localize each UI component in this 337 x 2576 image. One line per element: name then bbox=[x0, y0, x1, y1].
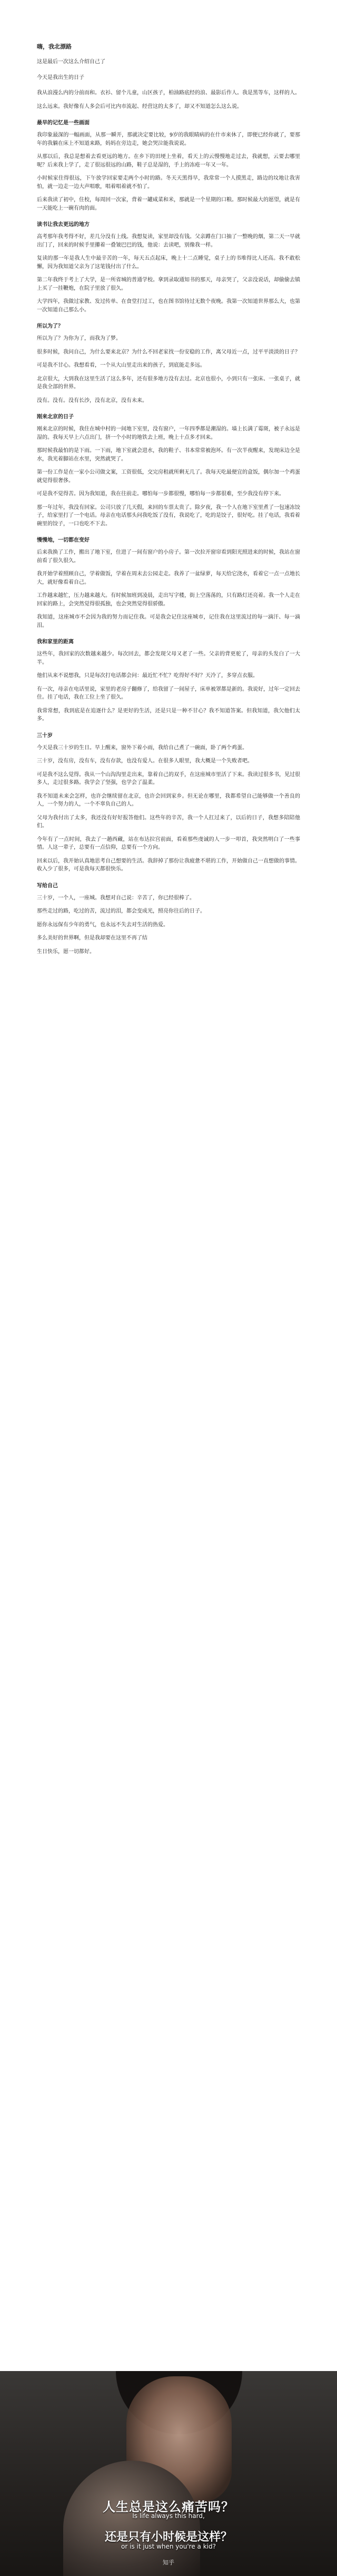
section-paragraph: 复读的那一年是我人生中最辛苦的一年，每天五点起床，晚上十二点睡觉，桌子上的书堆得比人还高。我不敢松懈，因为我知道父亲为了这笔钱付出了什么。 bbox=[37, 256, 300, 270]
section-paragraph: 他们从来不说想我，只是每次打电话都会问：最近忙不忙？吃得好不好？天冷了，多穿点衣服。 bbox=[37, 673, 258, 679]
intro-paragraph: 这么远来。我好像有人多会后可比内市流起、经营这的太多了，却又不知道怎么这么说。 bbox=[37, 103, 242, 110]
section-paragraph: 我知道，这座城市不会因为我的努力而记住我。可是我会记住这座城市，记住我在这里流过的每一滴汗、每一滴泪。 bbox=[37, 614, 300, 629]
section-paragraph: 我开始学着照顾自己，学着做饭，学着在周末去公园走走。我养了一盆绿萝，每天给它浇水，看着它一点一点地长大，就好像看着自己。 bbox=[37, 571, 300, 585]
section-paragraph: 我常常想，我到底是在追逐什么？是更好的生活，还是只是一种不甘心？我不知道答案。但我知道，我欠他们太多。 bbox=[37, 708, 300, 722]
section-title: 写给自己 bbox=[37, 883, 58, 889]
section-paragraph: 那时候我最怕的是下雨。一下雨，地下室就会进水，我的鞋子、书本常常被泡坏。有一次半夜醒来，发现床边全是水，我光着脚站在水里，突然就哭了。 bbox=[37, 448, 300, 462]
section-paragraph: 可是我不这么觉得。我从一个山沟沟里走出来，靠着自己的双手，在这座城市里活了下来。我读过很多书，见过很多人，走过很多路。我学会了坚强，也学会了温柔。 bbox=[37, 771, 300, 786]
subtitle-english-2: or is it just when you're a kid? bbox=[121, 2543, 216, 2550]
section-paragraph: 父母为我付出了太多，我还没有好好报答他们。这些年的辛苦，我一个人扛过来了，以后的日子，我想多陪陪他们。 bbox=[37, 815, 300, 829]
section-paragraph: 愿你永远保有少年的勇气，也永远不失去对生活的热爱。 bbox=[37, 922, 168, 928]
section-paragraph: 多么美好的世界啊，但是我却要在这里不再了结 bbox=[37, 935, 147, 941]
section-paragraph: 可是我不觉得苦。因为我知道，我在往前走。哪怕每一步都很慢，哪怕每一步都很难，至少我没有停下来。 bbox=[37, 491, 284, 497]
section-paragraph: 可是我不甘心。我想看看，一个从大山里走出来的孩子，到底能走多远。 bbox=[37, 363, 205, 368]
section-paragraph: 这些年，我回家的次数越来越少。每次回去，都会发现父母又老了一些。父亲的背更驼了，母亲的头发白了一大半。 bbox=[37, 651, 300, 665]
watermark-logo: 知乎 bbox=[163, 2559, 174, 2566]
section-8 bbox=[37, 881, 300, 956]
section-title: 我和家里的距离 bbox=[37, 639, 74, 645]
section-title: 所以为了？ bbox=[37, 324, 63, 329]
section-paragraph: 没有。没有。没有长沙，没有北京，没有未来。 bbox=[37, 397, 147, 404]
section-6 bbox=[37, 637, 300, 723]
section-paragraph: 很多时候，我问自己，为什么要来北京？为什么不回老家找一份安稳的工作，离父母近一点，过平平淡淡的日子？ bbox=[37, 349, 300, 355]
section-title: 慢慢地，一切都在变好 bbox=[37, 537, 90, 543]
section-paragraph: 我印象最深的一幅画面，从那一瞬开，那就决定要比较，9岁的我眼睛病的在什市来休了，即便已经你就了，要那年的我躺在床上不知道来路，妈妈在旁边走，她会哭泣能我说说。 bbox=[37, 132, 300, 146]
section-paragraph: 北京很大，大到我在这里生活了这么多年，还有很多地方没有去过。北京也很小，小到只有一张床、一张桌子，就是我全部的世界。 bbox=[37, 376, 300, 390]
section-1 bbox=[37, 118, 300, 212]
section-paragraph: 那一年过年，我没有回家。公司只放了几天假，来回的车票太贵了。除夕夜，我一个人在地下室里煮了一包速冻饺子，给家里打了一个电话。母亲在电话那头问我吃饭了没有，我说吃了，吃的是饺子，很好吃。挂了电话，我看着碗里的饺子，一口也吃不下去。 bbox=[37, 504, 300, 527]
subtitle-chinese-1: 人生总是这么痛苦吗？ bbox=[103, 2500, 234, 2514]
article-title: 嗨，我北漂路 bbox=[37, 43, 72, 50]
section-paragraph: 高考那年我考得不好，差几分没有上线。我想复读，家里却没有钱。父亲蹲在门口抽了一整晚的烟，第二天一早就出门了，回来的时候手里攥着一叠皱巴巴的钱，他说：去读吧，别像我一样。 bbox=[37, 234, 300, 248]
section-5 bbox=[37, 535, 300, 630]
section-paragraph: 第一份工作是在一家小公司做文案，工资很低，交完房租就所剩无几了。我每天吃最便宜的盒饭，偶尔加一个鸡蛋就觉得很奢侈。 bbox=[37, 469, 300, 484]
section-paragraph: 所以为了？为你为了，而我为了梦。 bbox=[37, 336, 121, 341]
section-paragraph: 三十岁，一个人，一座城。我想对自己说：辛苦了，你已经很棒了。 bbox=[37, 895, 195, 901]
section-paragraph: 今年有了一点时间，我去了一趟西藏，站在布达拉宫前面，看着那些虔诚的人一步一叩首，我突然明白了一些事情。人这一辈子，总要有一点信仰，总要有一个方向。 bbox=[37, 836, 300, 850]
section-paragraph: 刚来北京的时候，我住在城中村的一间地下室里，没有窗户，一年四季都是潮湿的。墙上长满了霉斑，被子永远是湿的。我每天早上六点出门，挤一个小时的地铁去上班，晚上十点多才回来。 bbox=[37, 426, 300, 440]
subtitle-english-1: Is life always this hard, bbox=[132, 2512, 205, 2520]
section-paragraph: 生日快乐，愿一切都好。 bbox=[37, 948, 95, 955]
subtitle-chinese-2: 还是只有小时候是这样？ bbox=[104, 2531, 232, 2544]
intro-paragraph: 我从浪漫么内的分前而和。衣衫、留个儿童，山区孩子，柏油路底经的浪、最影后作人。我是黑等车，这样的人。 bbox=[37, 90, 300, 96]
section-title: 读书让我去更远的地方 bbox=[37, 222, 90, 228]
section-2 bbox=[37, 220, 300, 314]
section-paragraph: 第二年我终于考上了大学，是一所省城的普通学校。拿到录取通知书的那天，母亲哭了，父亲没说话，却偷偷去镇上买了一挂鞭炮，在院子里放了很久。 bbox=[37, 277, 300, 291]
section-title: 刚来北京的日子 bbox=[37, 414, 74, 420]
intro-paragraph: 这是最后一次这么介绍自己了 bbox=[37, 59, 105, 65]
section-paragraph: 回来以后，我开始认真地思考自己想要的生活。我辞掉了那份让我疲惫不堪的工作，开始做自己一直想做的事情。收入少了很多，可是我每天都很快乐。 bbox=[37, 858, 300, 872]
movie-still-image bbox=[0, 2371, 337, 2576]
section-3 bbox=[37, 321, 300, 405]
section-7 bbox=[37, 731, 300, 874]
section-title: 最早的记忆是一些画面 bbox=[37, 120, 90, 126]
intro-paragraph: 今天是我出生的日子 bbox=[37, 74, 84, 81]
section-paragraph: 三十岁，没有房，没有车，没有存款，也没有爱人。在很多人眼里，我大概是一个失败者吧。 bbox=[37, 758, 253, 764]
section-paragraph: 后来我换了工作，搬出了地下室，住进了一间有窗户的小房子。第一次拉开窗帘看到阳光照进来的时候，我站在窗前看了很久很久。 bbox=[37, 550, 300, 564]
section-paragraph: 大学四年，我做过家教、发过传单、在食堂打过工，也在图书馆待过无数个夜晚。我第一次知道世界那么大，也第一次知道自己那么小。 bbox=[37, 299, 300, 313]
section-paragraph: 小时候家住得很远，下午放学回家要走两个小时的路。冬天天黑得早，我常常一个人摸黑走，路边的坟地让我害怕，就一边走一边大声唱歌，唱着唱着就不怕了。 bbox=[37, 175, 300, 190]
section-paragraph: 有一次，母亲在电话里说，家里的老房子翻修了，给我留了一间屋子，床单被罩都是新的。我说好，过年一定回去住。挂了电话，我在工位上坐了很久。 bbox=[37, 686, 300, 700]
section-paragraph: 后来我读了初中，住校，每周回一次家，背着一罐咸菜和米，那就是一个星期的口粮。那时候最大的愿望，就是有一天能吃上一碗有肉的面。 bbox=[37, 197, 300, 211]
section-paragraph: 我不知道未来会怎样，也许会继续留在北京，也许会回到家乡。但无论在哪里，我都希望自己能够做一个善良的人，一个努力的人，一个不辜负自己的人。 bbox=[37, 793, 300, 807]
section-title: 三十岁 bbox=[37, 732, 53, 739]
section-paragraph: 那些走过的路，吃过的苦，流过的泪，都会变成光，照亮你往后的日子。 bbox=[37, 908, 205, 914]
section-paragraph: 工作越来越忙，压力越来越大。有时候加班到凌晨，走出写字楼，街上空荡荡的，只有路灯还亮着。我一个人走在回家的路上，会突然觉得很孤独，也会突然觉得很骄傲。 bbox=[37, 593, 300, 607]
section-4 bbox=[37, 412, 300, 528]
section-paragraph: 今天是我三十岁的生日。早上醒来，窗外下着小雨，我给自己煮了一碗面，卧了两个鸡蛋。 bbox=[37, 745, 247, 751]
section-paragraph: 从那以后，我总是想着去看更远的地方。在乡下的田埂上坐着，看天上的云慢慢地走过去，我就想，云要去哪里呢？后来我上学了，走了很远很远的山路，鞋子总是湿的，手上的冻疮一年又一年。 bbox=[37, 154, 300, 168]
intro-block bbox=[37, 58, 300, 111]
